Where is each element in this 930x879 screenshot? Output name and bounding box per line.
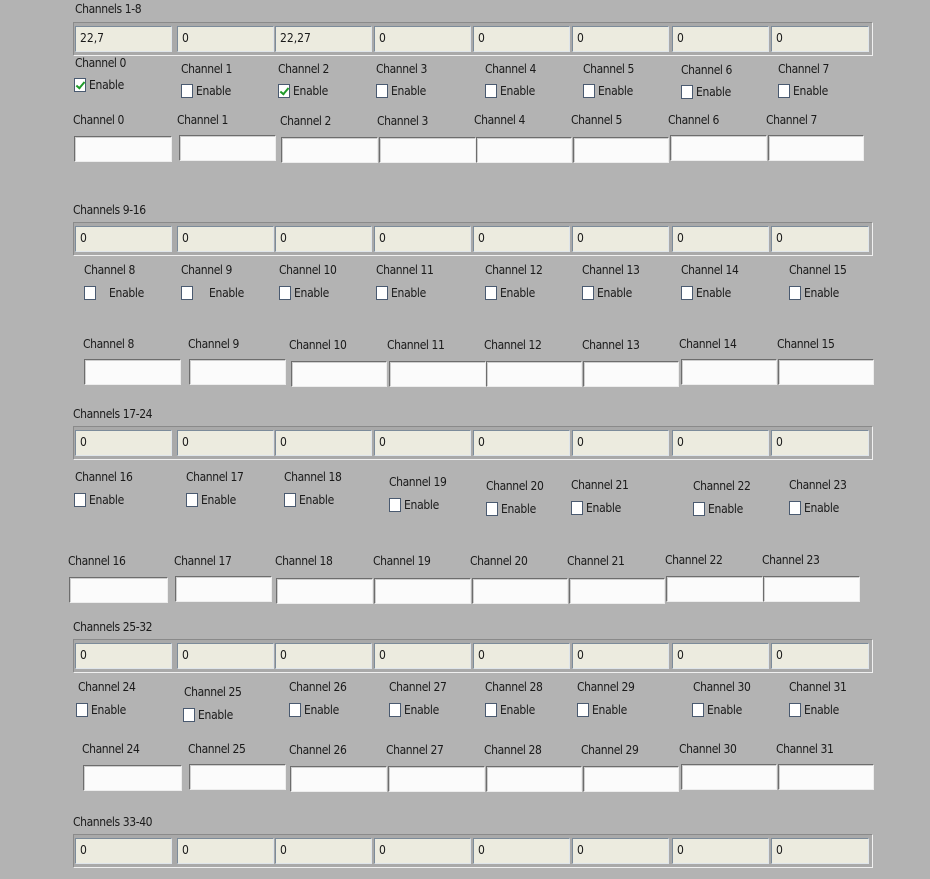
channel-input-field[interactable] [388, 766, 485, 792]
value-cell[interactable]: 0 [572, 226, 669, 252]
value-cell[interactable]: 0 [177, 226, 274, 252]
channel-label: Channel 8 [84, 263, 136, 277]
channel-input-field[interactable] [583, 361, 679, 387]
enable-label: Enable [391, 286, 426, 300]
enable-checkbox[interactable] [583, 82, 633, 100]
channel-label: Channel 12 [485, 263, 543, 277]
field-label: Channel 14 [679, 337, 737, 351]
checkbox-unchecked-icon[interactable] [74, 493, 86, 507]
channel-label: Channel 28 [485, 680, 543, 694]
enable-checkbox[interactable] [577, 701, 627, 719]
checkbox-unchecked-icon[interactable] [389, 498, 401, 512]
field-label: Channel 31 [776, 742, 834, 756]
value-cell[interactable]: 0 [75, 430, 172, 456]
channel-input-field[interactable] [83, 765, 182, 791]
channel-input-field[interactable] [583, 766, 679, 792]
enable-checkbox[interactable] [778, 82, 828, 100]
enable-checkbox[interactable] [278, 82, 328, 100]
field-label: Channel 30 [679, 742, 737, 756]
channel-label: Channel 13 [582, 263, 640, 277]
channel-input-field[interactable] [291, 361, 387, 387]
channel-input-field[interactable] [276, 578, 373, 604]
value-cell[interactable]: 0 [672, 430, 769, 456]
enable-label: Enable [708, 502, 743, 516]
channel-input-field[interactable] [768, 135, 864, 161]
checkbox-unchecked-icon[interactable] [485, 84, 497, 98]
checkbox-unchecked-icon[interactable] [681, 85, 693, 99]
field-label: Channel 9 [188, 337, 240, 351]
value-cell[interactable]: 0 [473, 226, 570, 252]
enable-label: Enable [696, 286, 731, 300]
channel-label: Channel 14 [681, 263, 739, 277]
checkbox-unchecked-icon[interactable] [485, 703, 497, 717]
field-label: Channel 13 [582, 338, 640, 352]
value-cell[interactable]: 0 [75, 226, 172, 252]
value-cell[interactable]: 0 [374, 226, 471, 252]
checkbox-unchecked-icon[interactable] [485, 286, 497, 300]
value-cell[interactable]: 0 [672, 26, 769, 52]
enable-label: Enable [804, 501, 839, 515]
value-cell[interactable]: 0 [374, 430, 471, 456]
field-label: Channel 8 [83, 337, 135, 351]
channel-label: Channel 5 [583, 62, 635, 76]
channel-input-field[interactable] [290, 766, 387, 792]
field-label: Channel 1 [177, 113, 229, 127]
enable-checkbox[interactable] [571, 499, 621, 517]
group-title: Channels 33-40 [73, 815, 153, 829]
enable-checkbox[interactable] [183, 706, 233, 724]
channel-label: Channel 27 [389, 680, 447, 694]
enable-checkbox[interactable] [789, 284, 839, 302]
channel-label: Channel 25 [184, 685, 242, 699]
checkbox-unchecked-icon[interactable] [376, 84, 388, 98]
enable-checkbox[interactable] [389, 701, 439, 719]
value-cell[interactable]: 22,7 [75, 26, 172, 52]
checkbox-unchecked-icon[interactable] [486, 502, 498, 516]
channel-label: Channel 10 [279, 263, 337, 277]
checkbox-unchecked-icon[interactable] [778, 84, 790, 98]
channel-input-field[interactable] [74, 136, 172, 162]
enable-checkbox[interactable] [681, 284, 731, 302]
channel-label: Channel 9 [181, 263, 233, 277]
channel-label: Channel 16 [75, 470, 133, 484]
checkbox-unchecked-icon[interactable] [76, 703, 88, 717]
channel-input-field[interactable] [778, 764, 874, 790]
enable-label: Enable [404, 498, 439, 512]
enable-checkbox[interactable] [289, 701, 339, 719]
value-cell[interactable]: 0 [275, 838, 372, 864]
value-cell[interactable]: 0 [672, 643, 769, 669]
channel-label: Channel 2 [278, 62, 330, 76]
value-cell[interactable]: 0 [771, 643, 869, 669]
enable-label: Enable [91, 703, 126, 717]
enable-label: Enable [196, 84, 231, 98]
enable-checkbox[interactable] [74, 76, 124, 94]
checkbox-unchecked-icon[interactable] [376, 286, 388, 300]
channel-label: Channel 31 [789, 680, 847, 694]
field-label: Channel 16 [68, 554, 126, 568]
enable-checkbox[interactable] [186, 491, 236, 509]
channel-label: Channel 18 [284, 470, 342, 484]
value-cell[interactable]: 0 [572, 430, 669, 456]
enable-label: Enable [501, 502, 536, 516]
field-label: Channel 3 [377, 114, 429, 128]
enable-checkbox[interactable] [84, 284, 144, 302]
value-cell[interactable]: 0 [572, 838, 669, 864]
checkbox-checked-icon[interactable] [278, 84, 290, 98]
field-label: Channel 20 [470, 554, 528, 568]
enable-label: Enable [198, 708, 233, 722]
checkbox-unchecked-icon[interactable] [582, 286, 594, 300]
field-label: Channel 2 [280, 114, 332, 128]
value-cell[interactable]: 0 [177, 26, 274, 52]
enable-label: Enable [598, 84, 633, 98]
channel-label: Channel 29 [577, 680, 635, 694]
field-label: Channel 22 [665, 553, 723, 567]
group-title: Channels 9-16 [73, 203, 146, 217]
value-cell[interactable]: 0 [672, 838, 769, 864]
channel-input-field[interactable] [476, 137, 572, 163]
checkbox-unchecked-icon[interactable] [681, 286, 693, 300]
checkbox-unchecked-icon[interactable] [692, 703, 704, 717]
enable-checkbox[interactable] [181, 82, 231, 100]
checkbox-unchecked-icon[interactable] [693, 502, 705, 516]
enable-label: Enable [304, 703, 339, 717]
enable-checkbox[interactable] [486, 500, 536, 518]
enable-label: Enable [597, 286, 632, 300]
channel-input-field[interactable] [69, 577, 168, 603]
value-cell[interactable]: 0 [771, 838, 869, 864]
channel-input-field[interactable] [778, 359, 874, 385]
checkbox-unchecked-icon[interactable] [181, 286, 193, 300]
channel-label: Channel 30 [693, 680, 751, 694]
field-label: Channel 10 [289, 338, 347, 352]
enable-label: Enable [696, 85, 731, 99]
enable-label: Enable [500, 286, 535, 300]
value-cell[interactable]: 0 [75, 838, 172, 864]
group-title: Channels 17-24 [73, 407, 153, 421]
value-cell[interactable]: 0 [672, 226, 769, 252]
field-label: Channel 15 [777, 337, 835, 351]
field-label: Channel 7 [766, 113, 818, 127]
channel-label: Channel 11 [376, 263, 434, 277]
channel-input-field[interactable] [486, 766, 582, 792]
value-cell[interactable]: 0 [177, 430, 274, 456]
channel-label: Channel 26 [289, 680, 347, 694]
field-label: Channel 21 [567, 554, 625, 568]
value-cell[interactable]: 0 [275, 430, 372, 456]
enable-label: Enable [804, 286, 839, 300]
channel-label: Channel 0 [75, 56, 127, 70]
channel-input-field[interactable] [681, 764, 777, 790]
value-cell[interactable]: 0 [75, 643, 172, 669]
enable-label: Enable [404, 703, 439, 717]
checkbox-checked-icon[interactable] [74, 78, 86, 92]
channel-label: Channel 24 [78, 680, 136, 694]
field-label: Channel 18 [275, 554, 333, 568]
channel-label: Channel 23 [789, 478, 847, 492]
checkbox-unchecked-icon[interactable] [289, 703, 301, 717]
field-label: Channel 11 [387, 338, 445, 352]
checkbox-unchecked-icon[interactable] [279, 286, 291, 300]
field-label: Channel 28 [484, 743, 542, 757]
channel-input-field[interactable] [374, 578, 471, 604]
checkbox-unchecked-icon[interactable] [84, 286, 96, 300]
checkbox-unchecked-icon[interactable] [583, 84, 595, 98]
channel-input-field[interactable] [175, 576, 272, 602]
enable-label: Enable [89, 78, 124, 92]
enable-label: Enable [89, 493, 124, 507]
checkbox-unchecked-icon[interactable] [181, 84, 193, 98]
enable-checkbox[interactable] [485, 284, 535, 302]
checkbox-unchecked-icon[interactable] [789, 286, 801, 300]
checkbox-unchecked-icon[interactable] [571, 501, 583, 515]
enable-checkbox[interactable] [789, 701, 839, 719]
channel-label: Channel 3 [376, 62, 428, 76]
field-label: Channel 19 [373, 554, 431, 568]
enable-checkbox[interactable] [376, 82, 426, 100]
channel-label: Channel 6 [681, 63, 733, 77]
value-cell[interactable]: 0 [473, 430, 570, 456]
enable-label: Enable [586, 501, 621, 515]
enable-checkbox[interactable] [74, 491, 124, 509]
enable-label: Enable [793, 84, 828, 98]
channel-input-field[interactable] [569, 578, 665, 604]
value-cell[interactable]: 22,27 [275, 26, 372, 52]
channel-label: Channel 22 [693, 479, 751, 493]
field-label: Channel 4 [474, 113, 526, 127]
field-label: Channel 25 [188, 742, 246, 756]
channel-label: Channel 4 [485, 62, 537, 76]
checkbox-unchecked-icon[interactable] [284, 493, 296, 507]
channel-input-field[interactable] [189, 359, 286, 385]
group-title: Channels 25-32 [73, 620, 153, 634]
value-cell[interactable]: 0 [771, 226, 869, 252]
channel-input-field[interactable] [389, 361, 486, 387]
field-label: Channel 12 [484, 338, 542, 352]
field-label: Channel 6 [668, 113, 720, 127]
value-cell[interactable]: 0 [177, 838, 274, 864]
value-cell[interactable]: 0 [771, 26, 869, 52]
enable-checkbox[interactable] [279, 284, 329, 302]
enable-checkbox[interactable] [181, 284, 244, 302]
enable-label: Enable [500, 703, 535, 717]
value-cell[interactable]: 0 [473, 26, 570, 52]
enable-checkbox[interactable] [376, 284, 426, 302]
enable-label: Enable [209, 286, 244, 300]
field-label: Channel 29 [581, 743, 639, 757]
channel-input-field[interactable] [763, 576, 860, 602]
enable-checkbox[interactable] [76, 701, 126, 719]
value-cell[interactable]: 0 [177, 643, 274, 669]
field-label: Channel 23 [762, 553, 820, 567]
checkbox-unchecked-icon[interactable] [183, 708, 195, 722]
channel-label: Channel 21 [571, 478, 629, 492]
enable-label: Enable [500, 84, 535, 98]
enable-checkbox[interactable] [485, 82, 535, 100]
enable-label: Enable [592, 703, 627, 717]
channel-label: Channel 17 [186, 470, 244, 484]
checkbox-unchecked-icon[interactable] [789, 501, 801, 515]
enable-label: Enable [201, 493, 236, 507]
field-label: Channel 26 [289, 743, 347, 757]
enable-label: Enable [293, 84, 328, 98]
checkbox-unchecked-icon[interactable] [789, 703, 801, 717]
enable-label: Enable [707, 703, 742, 717]
enable-checkbox[interactable] [389, 496, 439, 514]
value-cell[interactable]: 0 [473, 643, 570, 669]
value-cell[interactable]: 0 [374, 838, 471, 864]
enable-checkbox[interactable] [681, 83, 731, 101]
channel-input-field[interactable] [681, 359, 777, 385]
enable-label: Enable [109, 286, 144, 300]
group-title: Channels 1-8 [75, 2, 142, 16]
channel-input-field[interactable] [189, 764, 286, 790]
value-cell[interactable]: 0 [374, 26, 471, 52]
field-label: Channel 27 [386, 743, 444, 757]
enable-checkbox[interactable] [789, 499, 839, 517]
enable-checkbox[interactable] [692, 701, 742, 719]
channel-input-field[interactable] [179, 135, 276, 161]
channel-input-field[interactable] [472, 578, 568, 604]
field-label: Channel 0 [73, 113, 125, 127]
value-cell[interactable]: 0 [275, 643, 372, 669]
channel-input-field[interactable] [670, 135, 767, 161]
channel-label: Channel 20 [486, 479, 544, 493]
channel-input-field[interactable] [573, 137, 669, 163]
channel-input-field[interactable] [486, 361, 582, 387]
field-label: Channel 24 [82, 742, 140, 756]
channel-label: Channel 1 [181, 62, 233, 76]
enable-label: Enable [391, 84, 426, 98]
value-cell[interactable]: 0 [771, 430, 869, 456]
channel-label: Channel 19 [389, 475, 447, 489]
value-cell[interactable]: 0 [572, 26, 669, 52]
checkbox-unchecked-icon[interactable] [186, 493, 198, 507]
field-label: Channel 5 [571, 113, 623, 127]
channel-input-field[interactable] [281, 137, 378, 163]
value-cell[interactable]: 0 [275, 226, 372, 252]
checkbox-unchecked-icon[interactable] [389, 703, 401, 717]
value-cell[interactable]: 0 [473, 838, 570, 864]
checkbox-unchecked-icon[interactable] [577, 703, 589, 717]
channel-input-field[interactable] [84, 359, 181, 385]
enable-label: Enable [804, 703, 839, 717]
channel-label: Channel 15 [789, 263, 847, 277]
channel-label: Channel 7 [778, 62, 830, 76]
value-cell[interactable]: 0 [572, 643, 669, 669]
enable-label: Enable [299, 493, 334, 507]
enable-checkbox[interactable] [582, 284, 632, 302]
channel-input-field[interactable] [379, 137, 476, 163]
value-cell[interactable]: 0 [374, 643, 471, 669]
enable-checkbox[interactable] [693, 500, 743, 518]
enable-checkbox[interactable] [485, 701, 535, 719]
channel-input-field[interactable] [666, 576, 763, 602]
enable-checkbox[interactable] [284, 491, 334, 509]
field-label: Channel 17 [174, 554, 232, 568]
enable-label: Enable [294, 286, 329, 300]
